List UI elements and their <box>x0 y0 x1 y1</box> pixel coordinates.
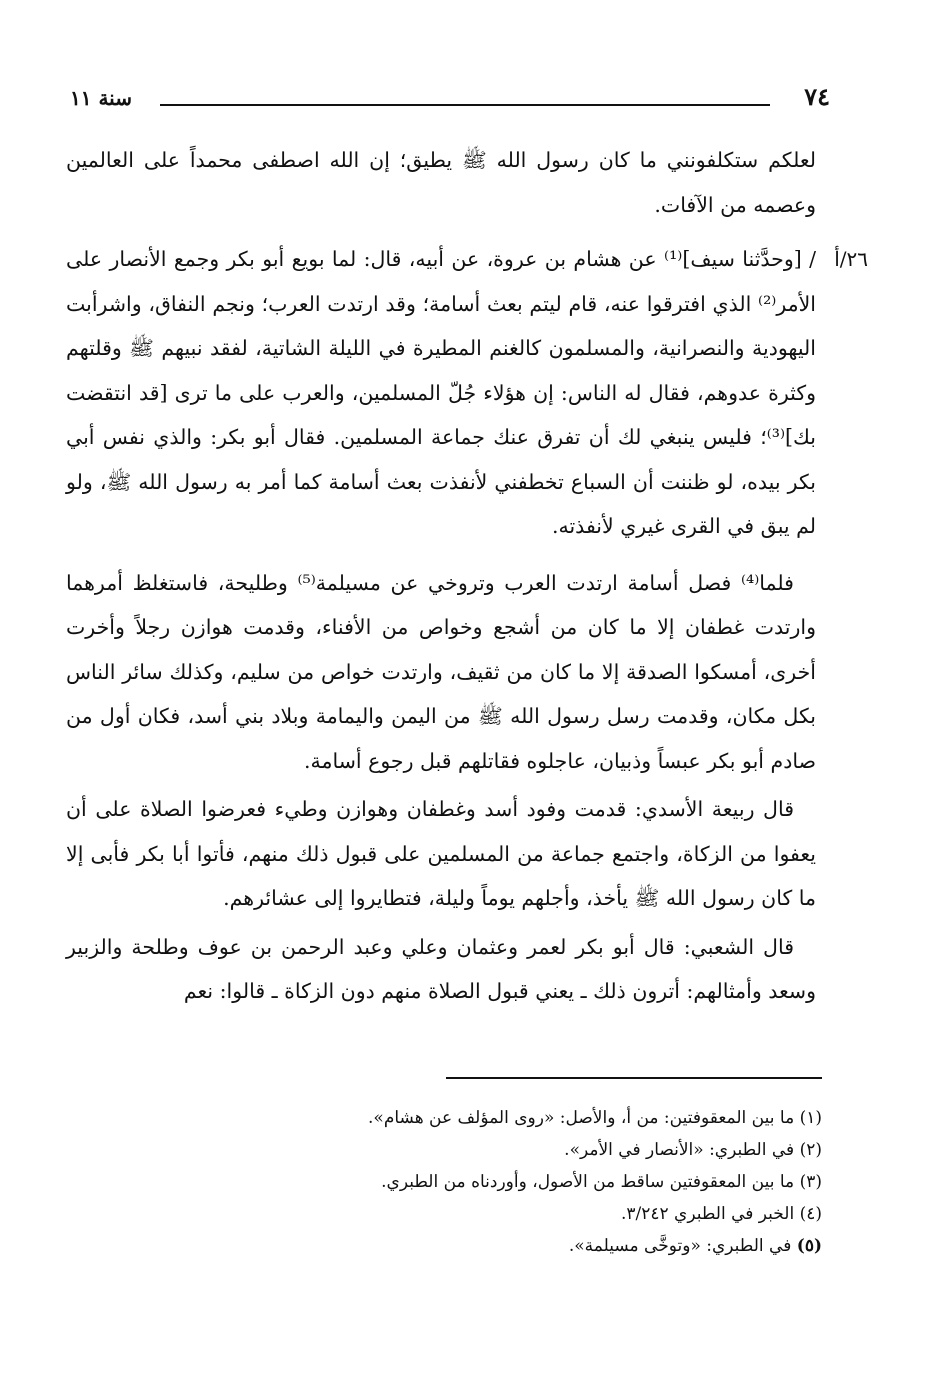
footnote-number: (٢) <box>799 1140 822 1160</box>
footnote-text: في الطبري: «الأنصار في الأمر». <box>564 1140 795 1160</box>
footnote-text: ما بين المعقوفتين: من أ، والأصل: «روى المؤلف عن هشام». <box>368 1108 795 1128</box>
paragraph-3: فلما⁽⁴⁾ فصل أسامة ارتدت العرب وتروخي عن مسيلمة⁽⁵⁾ وطليحة، فاستغلظ أمرهما وارتدت غطفان إلا ما كان من أشجع وخواص من الأفناء، وقدمت هوازن رجلاً وأخرت أخرى، أمسكوا الصدقة إلا ما كان من ثقيف، وارتدت خواص من سليم، وكذلك سائر الناس بكل مكان، وقدمت رسل رسول الله ﷺ من اليمن واليمامة وبلاد بني أسد، فكان أول من صادم أبو بكر عبساً وذبيان، عاجلوه فقاتلهم قبل رجوع أسامة. <box>66 570 816 773</box>
paragraph-2 <box>66 237 868 549</box>
footnote-2 <box>122 1134 822 1166</box>
footnote-separator <box>446 1077 822 1079</box>
footnote-1 <box>122 1102 822 1134</box>
footnote-number: (٥) <box>796 1236 822 1256</box>
paragraph-4: قال ربيعة الأسدي: قدمت وفود أسد وغطفان وهوازن وطيء فعرضوا الصلاة على أن يعفوا من الزكاة، واجتمع جماعة من المسلمين على قبول ذلك منهم، فأتوا أبا بكر فأبى إلا ما كان رسول الله ﷺ يأخذ، وأجلهم يوماً وليلة، فتطايروا إلى عشائرهم. <box>66 797 816 910</box>
header-year: سنة ١١ <box>70 86 132 110</box>
paragraph-5: قال الشعبي: قال أبو بكر لعمر وعثمان وعلي وعبد الرحمن بن عوف وطلحة والزبير وسعد وأمثالهم: أترون ذلك ـ يعني قبول الصلاة منهم دون الزكاة ـ قالوا: نعم <box>66 934 816 1003</box>
footnote-3 <box>122 1166 822 1198</box>
footnote-5 <box>122 1230 822 1262</box>
paragraph-1: لعلكم ستكلفونني ما كان رسول الله ﷺ يطيق؛ إن الله اصطفى محمداً على العالمين وعصمه من الآفات. <box>66 148 816 217</box>
footnote-number: (٤) <box>799 1204 822 1224</box>
running-header <box>70 82 830 118</box>
footnotes <box>122 1102 822 1262</box>
footnote-text: الخبر في الطبري ٣/٢٤٢. <box>620 1204 795 1224</box>
footnote-number: (١) <box>799 1108 822 1128</box>
paragraph-2-text: / [وحدَّثنا سيف]⁽¹⁾ عن هشام بن عروة، عن أبيه، قال: لما بويع أبو بكر وجمع الأنصار على الأمر⁽²⁾ الذي افترقوا عنه، قام ليتم بعث أسامة؛ وقد ارتدت العرب؛ ونجم النفاق، واشرأبت اليهودية والنصرانية، والمسلمون كالغنم المطيرة في الليلة الشاتية، لفقد نبيهم ﷺ وقلتهم وكثرة عدوهم، فقال له الناس: إن هؤلاء جُلّ المسلمين، والعرب على ما ترى [قد انتقضت بك]⁽³⁾؛ فليس ينبغي لك أن تفرق عنك جماعة المسلمين. فقال أبو بكر: والذي نفس أبي بكر بيده، لو ظننت أن السباع تخطفني لأنفذت بعث أسامة كما أمر به رسول الله ﷺ، ولو لم يبق في القرى غيري لأنفذته. <box>66 247 817 538</box>
header-rule <box>160 104 770 106</box>
footnote-4 <box>122 1198 822 1230</box>
footnote-text: ما بين المعقوفتين ساقط من الأصول، وأوردناه من الطبري. <box>381 1172 795 1192</box>
footnote-text: في الطبري: «وتوخَّى مسيلمة». <box>568 1236 792 1256</box>
footnote-number: (٣) <box>799 1172 822 1192</box>
margin-folio-reference: ٢٦/أ <box>834 247 868 271</box>
body-text <box>66 138 868 1014</box>
page-number: ٧٤ <box>804 82 830 111</box>
